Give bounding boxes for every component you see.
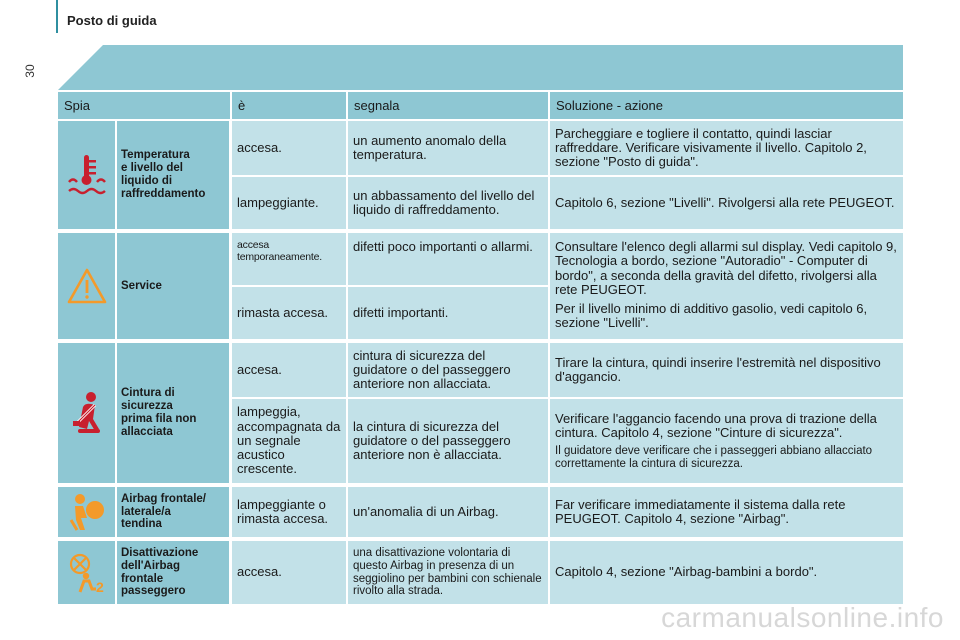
- signal-cell: la cintura di sicurezza del guidatore o del passeggero anteriore non è allacciata.: [348, 399, 548, 483]
- name-line: Disattivazione: [121, 546, 199, 559]
- state-cell: accesa.: [232, 343, 346, 397]
- solution-cell: Tirare la cintura, quindi inserire l'estremità nel dispositivo d'aggancio.: [550, 343, 903, 397]
- table-banner: [58, 45, 903, 90]
- solution-paragraph: Verificare l'aggancio facendo una prova di trazione della cintura. Capitolo 4, sezione "Cinture di sicurezza".: [555, 410, 877, 440]
- service-warning-icon: [66, 267, 108, 305]
- passenger-airbag-off-icon: [66, 552, 108, 594]
- section-title: Posto di guida: [67, 13, 157, 28]
- solution-cell: Capitolo 4, sezione "Airbag-bambini a bordo".: [550, 541, 903, 604]
- table-row-name: [117, 343, 229, 483]
- table-row-name: [117, 121, 229, 229]
- page-number: 30: [23, 64, 37, 78]
- solution-cell: Capitolo 6, sezione "Livelli". Rivolgersi alla rete PEUGEOT.: [550, 177, 903, 229]
- name-line: e livello del: [121, 162, 183, 175]
- solution-cell: [550, 399, 903, 483]
- solution-cell: Parcheggiare e togliere il contatto, quindi lasciar raffreddare. Verificare visivamente il livello. Capitolo 2, sezione "Posto di guida".: [550, 121, 903, 175]
- solution-cell: [550, 233, 903, 339]
- state-cell: lampeggia, accompagnata da un segnale acustico crescente.: [232, 399, 346, 483]
- state-cell: lampeggiante.: [232, 177, 346, 229]
- table-row-name: Service: [117, 233, 229, 339]
- name-line: Cintura di: [121, 387, 175, 400]
- signal-cell: un abbassamento del livello del liquido di raffreddamento.: [348, 177, 548, 229]
- solution-cell: Far verificare immediatamente il sistema dalla rete PEUGEOT. Capitolo 4, sezione "Airbag".: [550, 487, 903, 537]
- column-header-spia: Spia: [58, 92, 230, 119]
- seatbelt-icon: [69, 391, 105, 435]
- column-header-e: è: [232, 92, 346, 119]
- state-cell: accesa.: [232, 121, 346, 175]
- signal-cell: difetti importanti.: [348, 287, 548, 339]
- table-row-icon-cell: [58, 541, 115, 604]
- accent-line: [56, 0, 58, 33]
- signal-cell: un'anomalia di un Airbag.: [348, 487, 548, 537]
- solution-paragraph: Consultare l'elenco degli allarmi sul display. Vedi capitolo 9, Tecnologia a bordo, sezione "Autoradio" - Computer di bordo", a seconda della gravità del difetto, rivolgersi alla rete PEUGEOT.: [555, 239, 897, 297]
- name-line: sicurezza: [121, 400, 173, 413]
- signal-cell: una disattivazione volontaria di questo Airbag in presenza di un seggiolino per bambini con schienale rivolto alla strada.: [348, 541, 548, 604]
- state-cell: rimasta accesa.: [232, 287, 346, 339]
- watermark: carmanualsonline.info: [661, 602, 944, 633]
- name-line: passeggero: [121, 585, 186, 598]
- name-line: Temperatura: [121, 149, 190, 162]
- table-row-icon-cell: [58, 487, 115, 537]
- name-line: frontale: [121, 572, 164, 585]
- name-line: dell'Airbag: [121, 559, 180, 572]
- name-line: tendina: [121, 518, 162, 531]
- table-row-icon-cell: [58, 233, 115, 339]
- airbag-icon: [67, 492, 107, 532]
- table-row-icon-cell: [58, 121, 115, 229]
- solution-paragraph: Per il livello minimo di additivo gasolio, vedi capitolo 6, sezione "Livelli".: [555, 301, 868, 331]
- table-row-name: [117, 541, 229, 604]
- column-header-segnala: segnala: [348, 92, 548, 119]
- state-cell: accesa temporaneamente.: [232, 233, 346, 285]
- signal-cell: cintura di sicurezza del guidatore o del passeggero anteriore non allacciata.: [348, 343, 548, 397]
- table-row-icon-cell: [58, 343, 115, 483]
- name-line: prima fila non: [121, 413, 197, 425]
- name-line: laterale/a: [121, 505, 171, 518]
- state-cell: accesa.: [232, 541, 346, 604]
- table-row-name: [117, 487, 229, 537]
- signal-cell: difetti poco importanti o allarmi.: [348, 233, 548, 285]
- svg-text:2: 2: [95, 578, 104, 594]
- state-cell: lampeggiante o rimasta accesa.: [232, 487, 346, 537]
- name-line: liquido di: [121, 175, 173, 187]
- name-line: Airbag frontale/: [121, 492, 206, 505]
- solution-paragraph: Il guidatore deve verificare che i passeggeri abbiano allacciato correttamente la cintura di sicurezza.: [555, 445, 873, 470]
- column-header-soluzione: Soluzione - azione: [550, 92, 903, 119]
- name-line: allacciata: [121, 425, 173, 438]
- signal-cell: un aumento anomalo della temperatura.: [348, 121, 548, 175]
- coolant-temperature-icon: [67, 152, 107, 198]
- name-line: raffreddamento: [121, 187, 206, 200]
